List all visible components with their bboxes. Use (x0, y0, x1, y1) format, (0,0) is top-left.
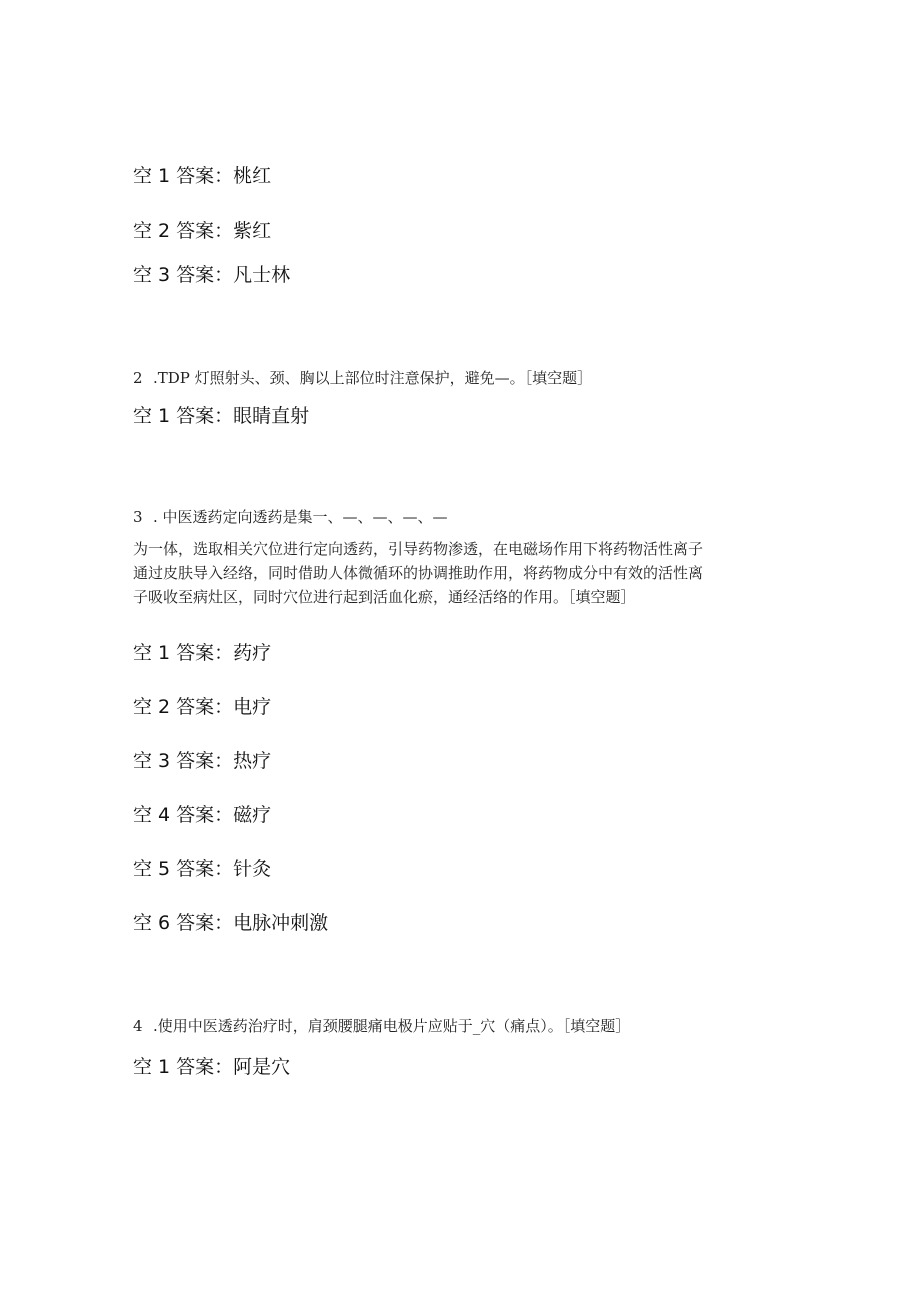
question-4 (133, 1014, 630, 1038)
question-body-line: 通过皮肤导入经络，同时借助人体微循环的协调推助作用，将药物成分中有效的活性离 (133, 564, 704, 582)
answer-line (133, 857, 271, 881)
question-2 (133, 366, 592, 390)
answer-value: 凡士林 (233, 264, 291, 286)
answer-line (133, 803, 271, 827)
answer-label: 空 4 答案： (133, 804, 234, 826)
answer-value: 电脉冲刺激 (233, 912, 329, 934)
answer-value: 桃红 (233, 165, 272, 187)
answer-line (133, 695, 271, 719)
question-3 (133, 505, 448, 529)
answer-label: 空 1 答案： (133, 642, 234, 664)
question-text: .TDP 灯照射头、颈、胸以上部位时注意保护，避免—。［填空题］ (153, 369, 593, 387)
answer-label: 空 2 答案： (133, 220, 234, 242)
question-number: 4 (133, 1017, 143, 1035)
answer-label: 空 6 答案： (133, 912, 234, 934)
answer-line (133, 219, 271, 243)
answer-line (133, 1055, 290, 1079)
question-body-line: 为一体，选取相关穴位进行定向透药，引导药物渗透，在电磁场作用下将药物活性离子 (133, 540, 704, 558)
answer-value: 紫红 (233, 220, 272, 242)
answer-line (133, 404, 309, 428)
answer-label: 空 5 答案： (133, 858, 234, 880)
answer-label: 空 1 答案： (133, 1056, 234, 1078)
answer-line (133, 263, 290, 287)
question-body-line: 子吸收至病灶区，同时穴位进行起到活血化瘀，通经活络的作用。［填空题］ (133, 588, 636, 606)
answer-line (133, 911, 328, 935)
answer-label: 空 1 答案： (133, 165, 234, 187)
answer-value: 热疗 (233, 750, 272, 772)
answer-value: 药疗 (233, 642, 272, 664)
answer-line (133, 641, 271, 665)
question-number: 3 (133, 508, 143, 526)
answer-value: 磁疗 (233, 804, 272, 826)
answer-label: 空 1 答案： (133, 405, 234, 427)
answer-line (133, 164, 271, 188)
answer-value: 针灸 (233, 858, 272, 880)
question-text: . 中医透药定向透药是集一、—、—、—、— (153, 508, 448, 526)
question-number: 2 (133, 369, 143, 387)
answer-line (133, 749, 271, 773)
answer-value: 电疗 (233, 696, 272, 718)
answer-value: 阿是穴 (233, 1056, 291, 1078)
answer-label: 空 3 答案： (133, 264, 234, 286)
answer-label: 空 3 答案： (133, 750, 234, 772)
answer-value: 眼睛直射 (233, 405, 310, 427)
question-text: .使用中医透药治疗时，肩颈腰腿痛电极片应贴于_穴（痛点）。［填空题］ (153, 1017, 631, 1035)
answer-label: 空 2 答案： (133, 696, 234, 718)
question-3-body (133, 537, 813, 609)
